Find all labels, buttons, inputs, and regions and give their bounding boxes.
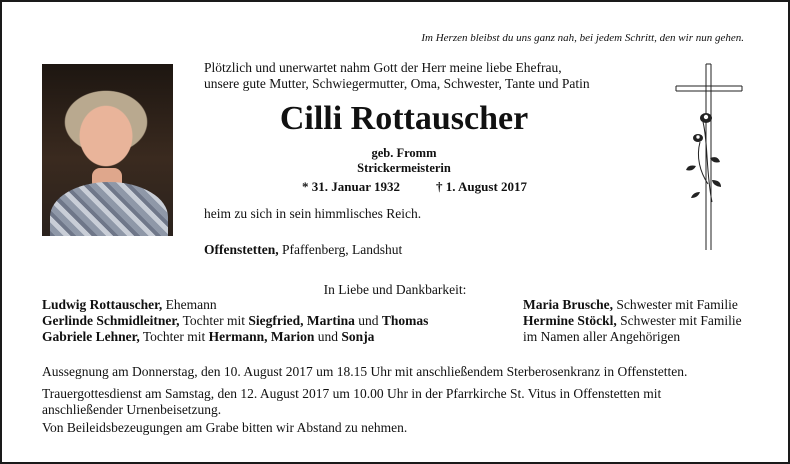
- mourner-name: Maria Brusche,: [523, 297, 613, 312]
- place-rest: Pfaffenberg, Landshut: [278, 242, 403, 257]
- mourner-family: Thomas: [381, 313, 429, 328]
- motto-text: Im Herzen bleibst du uns ganz nah, bei jedem Schritt, den wir nun gehen.: [421, 32, 744, 44]
- cross-with-rose-icon: [670, 62, 750, 252]
- thanks-line: In Liebe und Dankbarkeit:: [323, 282, 467, 297]
- intro-line-1: Plötzlich und unerwartet nahm Gott der Herr meine liebe Ehefrau,: [204, 60, 562, 75]
- life-dates: [302, 179, 527, 195]
- mourner-conjunction: und: [354, 313, 382, 328]
- mourner-row: [42, 329, 428, 345]
- born-name: geb. Fromm: [371, 146, 437, 160]
- mourner-relation: Ehemann: [162, 297, 217, 312]
- mourner-name: Gerlinde Schmidleitner,: [42, 313, 180, 328]
- mourner-row: [523, 313, 742, 329]
- mourner-family: Hermann, Marion: [208, 329, 315, 344]
- intro-line-2: unsere gute Mutter, Schwiegermutter, Oma, Schwester, Tante und Patin: [204, 76, 590, 91]
- mourner-name: Ludwig Rottauscher,: [42, 297, 163, 312]
- mourner-row: [42, 297, 428, 313]
- funeral-service-line-2: anschließender Urnenbeisetzung.: [42, 402, 222, 417]
- profession: Strickermeisterin: [357, 161, 451, 175]
- birth-date: * 31. Januar 1932: [302, 179, 400, 194]
- mourner-name: Gabriele Lehner,: [42, 329, 140, 344]
- mourner-conjunction: und: [314, 329, 342, 344]
- place-main: Offenstetten,: [204, 242, 279, 257]
- funeral-service-info: [42, 386, 661, 418]
- condolence-note: Von Beileidsbezeugungen am Grabe bitten wir Abstand zu nehmen.: [42, 420, 408, 435]
- death-date: † 1. August 2017: [436, 179, 528, 194]
- deceased-name: Cilli Rottauscher: [279, 100, 529, 137]
- mourner-row: [42, 313, 428, 329]
- mourners-right: [523, 297, 742, 345]
- portrait-clothing: [50, 182, 168, 236]
- mourner-relation: Schwester mit Familie: [616, 313, 742, 328]
- portrait-photo: [42, 64, 173, 236]
- heim-line: heim zu sich in sein himmlisches Reich.: [204, 206, 422, 221]
- mourner-relation: Schwester mit Familie: [613, 297, 738, 312]
- mourner-family: Siegfried, Martina: [248, 313, 355, 328]
- funeral-service-line-1: Trauergottesdienst am Samstag, den 12. August 2017 um 10.00 Uhr in der Pfarrkirche St. Vitus in Offenstetten mit: [42, 386, 662, 401]
- mourner-family: Sonja: [341, 329, 375, 344]
- funeral-blessing-info: Aussegnung am Donnerstag, den 10. August 2017 um 18.15 Uhr mit anschließendem Sterberosenkranz in Offenstetten.: [42, 364, 688, 379]
- mourner-name: Hermine Stöckl,: [523, 313, 617, 328]
- mourner-relation: Tochter mit: [179, 313, 249, 328]
- mourner-row: [523, 297, 742, 313]
- mourner-row: [523, 329, 742, 345]
- places-line: [204, 242, 402, 258]
- mourner-relation: im Namen aller Angehörigen: [523, 329, 681, 344]
- mourners-left: [42, 297, 428, 345]
- mourner-relation: Tochter mit: [139, 329, 209, 344]
